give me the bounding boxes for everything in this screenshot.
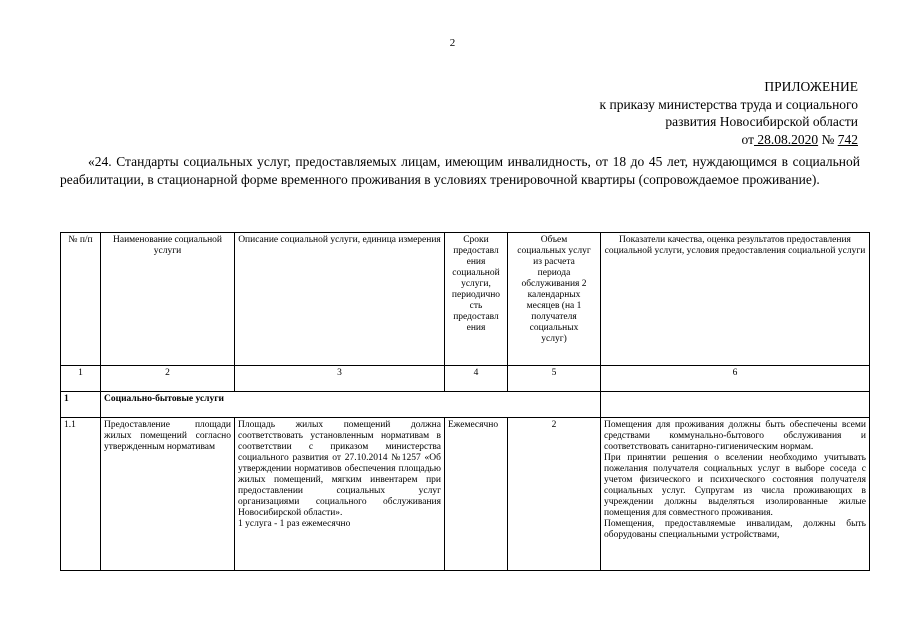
header-cell-description: Описание социальной услуги, единица измерения [235,233,445,366]
column-number: 4 [445,366,508,392]
row-service-name: Предоставление площади жилых помещений согласно утвержденным нормативам [101,418,235,571]
column-number: 6 [601,366,870,392]
header-cell-number: № п/п [61,233,101,366]
section-title: Социально-бытовые услуги [101,392,601,418]
column-number: 3 [235,366,445,392]
column-number-row [61,366,870,392]
appendix-line-2: развития Новосибирской области [665,114,858,129]
standards-table [60,232,870,571]
row-quality-paragraph: Помещения для проживания должны быть обеспечены всеми средствами коммунально-бытового обслуживания и соответствовать санитарно-гигиеническим нормам. [604,420,866,452]
page-number: 2 [449,37,456,49]
section-empty-cell [601,392,870,418]
order-date: 28.08.2020 [753,131,819,147]
row-number: 1.1 [61,418,101,571]
row-description-unit: 1 услуга - 1 раз ежемесячно [238,519,351,529]
appendix-block [600,78,858,148]
row-quality-paragraph: Помещения, предоставляемые инвалидам, должны быть оборудованы специальными устройствами, [604,519,866,540]
table-row [61,418,870,571]
appendix-line-1: к приказу министерства труда и социального [599,96,858,112]
row-quality-paragraph: При принятии решения о вселении необходимо учитывать пожелания получателя социальных услуг в выборе соседа с учетом физического и психического состояния получателя социальных услуг. Супругам из числа проживающих в учреждении должны выделяться изолированные жилые помещения для совместного проживания. [604,453,866,518]
table-header-row [61,233,870,366]
row-description-cell [235,418,445,571]
row-volume: 2 [508,418,601,571]
column-number: 1 [61,366,101,392]
header-cell-volume: Объем социальных услуг из расчета периода обслуживания 2 календарных месяцев (на 1 получателя социальных услуг) [508,233,601,366]
section-row [61,392,870,418]
header-cell-name: Наименование социальной услуги [101,233,235,366]
date-prefix: от [741,131,754,147]
row-quality-cell [601,418,870,571]
document-heading: «24. Стандарты социальных услуг, предоставляемых лицам, имеющим инвалидность, от 18 до 45 лет, нуждающимся в социальной реабилитации, в стационарной форме временного проживания в условиях тренировочной квартиры (сопровождаемое проживание). [60,154,860,187]
row-period: Ежемесячно [445,418,508,571]
header-cell-quality: Показатели качества, оценка результатов предоставления социальной услуги, условия предоставления социальной услуги [601,233,870,366]
header-cell-period: Сроки предоставл ения социальной услуги, периодично сть предоставл ения [445,233,508,366]
appendix-date-line [600,131,858,149]
column-number: 2 [101,366,235,392]
section-number: 1 [61,392,101,418]
row-description: Площадь жилых помещений должна соответствовать установленным нормативам в соответствии с приказом министерства социального развития от 27.10.2014 №1257 «Об утверждении нормативов обеспечения площадью жилых помещений, мягким инвентарем при предоставлении социальных услуг организациями социального обслуживания Новосибирской области». [238,420,441,518]
number-prefix: № [818,131,838,147]
appendix-title: ПРИЛОЖЕНИЕ [764,79,858,94]
column-number: 5 [508,366,601,392]
order-number: 742 [837,131,858,147]
